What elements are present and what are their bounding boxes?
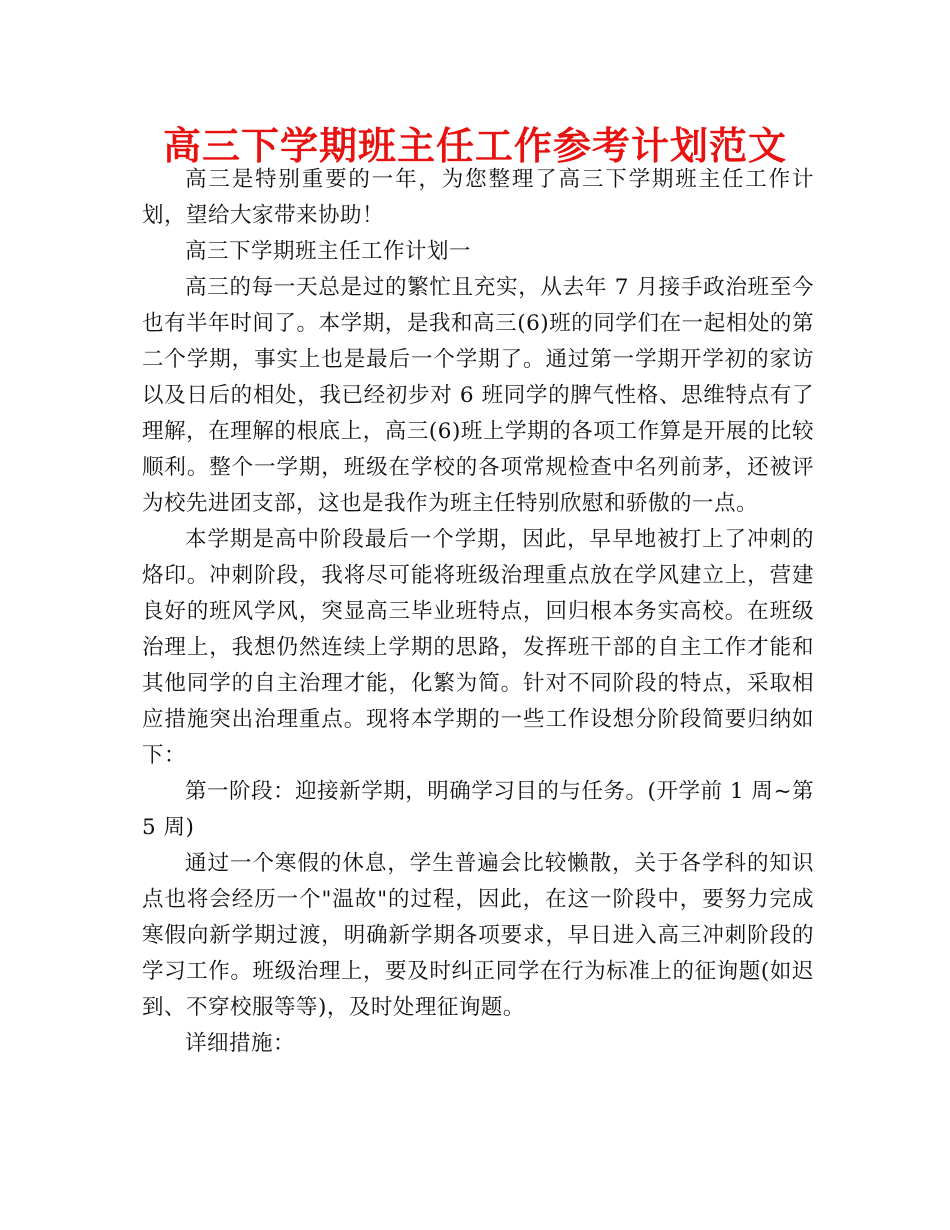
paragraph-stage-1: 第一阶段：迎接新学期，明确学习目的与任务。(开学前 1 周~第 5 周) (142, 779, 814, 840)
document-title: 高三下学期班主任工作参考计划范文 (162, 123, 787, 168)
paragraph-body-1: 高三的每一天总是过的繁忙且充实，从去年 7 月接手政治班至今也有半年时间了。本学期，是我和高三(6)班的同学们在一起相处的第二个学期，事实上也是最后一个学期了。通过第一学期开学初的家访以及日后的相处，我已经初步对 6 班同学的脾气性格、思维特点有了理解，在理解的根底上，高三(6)班上学期的各项工作算是开展的比较顺利。整个一学期，班级在学校的各项常规检查中名列前茅，还被评为校先进团支部，这也是我作为班主任特别欣慰和骄傲的一点。 (142, 275, 814, 516)
paragraph-body-2: 本学期是高中阶段最后一个学期，因此，早早地被打上了冲刺的烙印。冲刺阶段，我将尽可能将班级治理重点放在学风建立上，营建良好的班风学风，突显高三毕业班特点，回归根本务实高校。在班级治理上，我想仍然连续上学期的思路，发挥班干部的自主工作才能和其他同学的自主治理才能，化繁为简。针对不同阶段的特点，采取相应措施突出治理重点。现将本学期的一些工作设想分阶段简要归纳如下： (142, 527, 814, 768)
paragraph-intro: 高三是特别重要的一年，为您整理了高三下学期班主任工作计划，望给大家带来协助！ (142, 167, 814, 228)
paragraph-body-3: 通过一个寒假的休息，学生普遍会比较懒散，关于各学科的知识点也将会经历一个"温故"的过程，因此，在这一阶段中，要努力完成寒假向新学期过渡，明确新学期各项要求，早日进入高三冲刺阶段的学习工作。班级治理上，要及时纠正同学在行为标准上的征询题(如迟到、不穿校服等等)，及时处理征询题。 (142, 851, 814, 1020)
paragraph-subheading: 高三下学期班主任工作计划一 (185, 239, 472, 264)
document-body (142, 162, 814, 1062)
paragraph-measures: 详细措施： (185, 1031, 296, 1056)
